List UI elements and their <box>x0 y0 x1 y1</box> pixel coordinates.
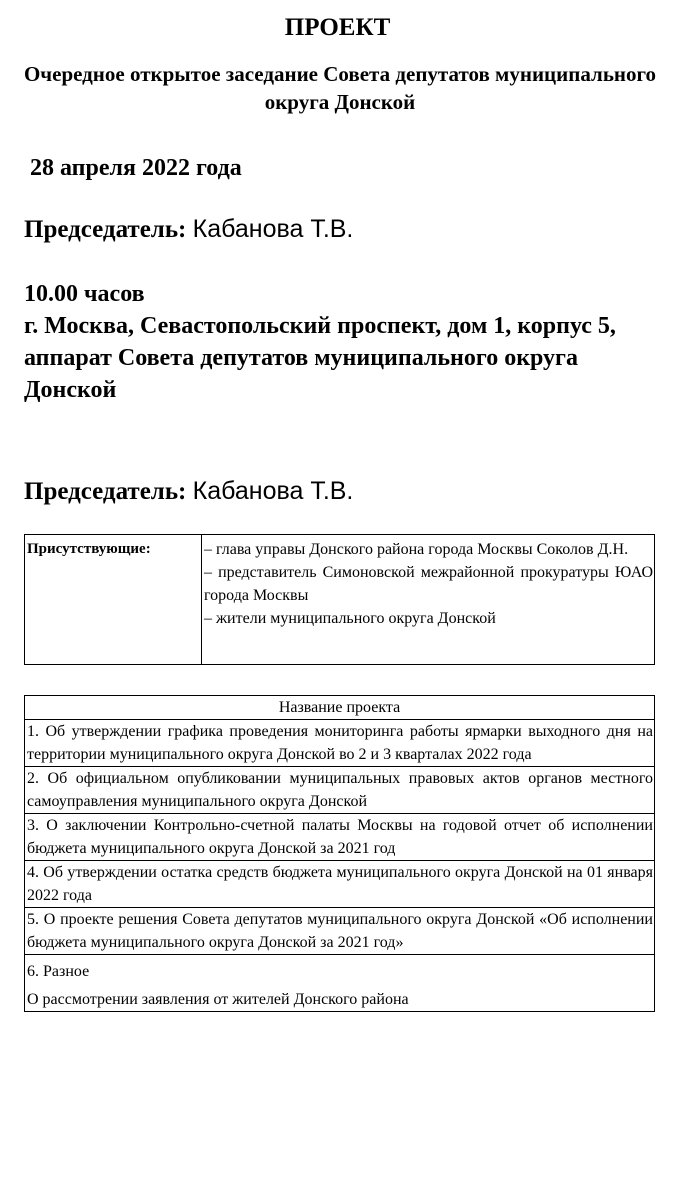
attendee-item: – глава управы Донского района города Москвы Соколов Д.Н. <box>204 541 629 558</box>
agenda-item: 3. О заключении Контрольно-счетной палаты Москвы на годовой отчет об исполнении бюджета муниципального округа Донской за 2021 год <box>25 814 654 861</box>
meeting-address: г. Москва, Севастопольский проспект, дом 1, корпус 5, <box>24 313 616 339</box>
meeting-time: 10.00 часов <box>24 281 145 307</box>
attendees-label: Присутствующие: <box>25 535 202 664</box>
chairman-line <box>24 212 353 247</box>
agenda-other-title: 6. Разное <box>27 963 90 980</box>
project-label: ПРОЕКТ <box>284 14 391 41</box>
agenda-item: 2. Об официальном опубликовании муниципальных правовых актов органов местного самоуправления муниципального округа Донской <box>25 767 654 814</box>
agenda-other-subitem: О рассмотрении заявления от жителей Донского района <box>27 991 409 1008</box>
agenda-item: 4. Об утверждении остатка средств бюджета муниципального округа Донской на 01 января 2022 года <box>25 861 654 908</box>
time-place-block <box>24 278 654 406</box>
meeting-date: 28 апреля 2022 года <box>30 155 242 181</box>
attendee-item: – представитель Симоновской межрайонной прокуратуры ЮАО города Москвы <box>204 564 653 604</box>
attendees-list <box>202 535 654 664</box>
chairman-label-repeat: Председатель: <box>24 478 187 505</box>
attendees-table <box>24 534 655 665</box>
chairman-line-repeat <box>24 474 353 509</box>
agenda-item: 5. О проекте решения Совета депутатов муниципального округа Донской «Об исполнении бюджета муниципального округа Донской за 2021 год» <box>25 908 654 955</box>
chairman-label: Председатель: <box>24 216 187 243</box>
agenda-header: Название проекта <box>25 696 654 720</box>
agenda-item: 1. Об утверждении графика проведения мониторинга работы ярмарки выходного дня на территории муниципального округа Донской во 2 и 3 кварталах 2022 года <box>25 720 654 767</box>
chairman-name-repeat: Кабанова Т.В. <box>192 477 354 505</box>
meeting-venue: аппарат Совета депутатов муниципального округа Донской <box>24 345 578 403</box>
chairman-name: Кабанова Т.В. <box>192 215 354 243</box>
agenda-item-other <box>25 955 654 1011</box>
session-title: Очередное открытое заседание Совета депутатов муниципального округа Донской <box>23 62 657 114</box>
attendee-item: – жители муниципального округа Донской <box>204 610 496 627</box>
agenda-table <box>24 695 655 1012</box>
